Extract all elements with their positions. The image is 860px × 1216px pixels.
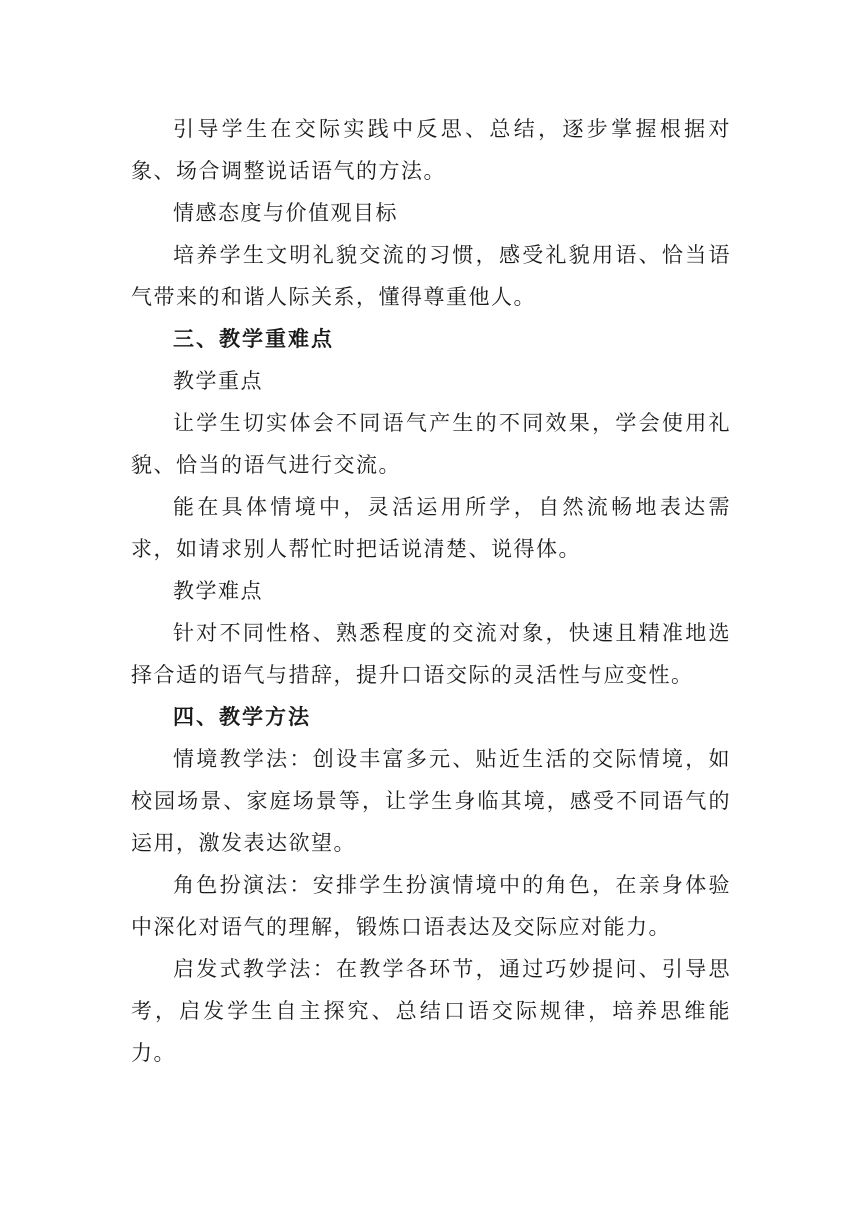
subheading-difficult-points: 教学难点	[173, 579, 263, 603]
section-heading-methods: 四、教学方法	[173, 705, 311, 729]
subheading-key-points: 教学重点	[173, 369, 263, 393]
paragraph-situational-method: 情境教学法：创设丰富多元、贴近生活的交际情境，如校园场景、家庭场景等，让学生身临其境，感受不同语气的运用，激发表达欲望。	[131, 747, 731, 855]
paragraph-express-needs: 能在具体情境中，灵活运用所学，自然流畅地表达需求，如请求别人帮忙时把话说清楚、说得体。	[131, 495, 731, 561]
paragraph-adaptability: 针对不同性格、熟悉程度的交流对象，快速且精准地选择合适的语气与措辞，提升口语交际的灵活性与应变性。	[131, 621, 731, 687]
section-heading-key-difficult: 三、教学重难点	[173, 327, 334, 351]
paragraph-politeness: 培养学生文明礼貌交流的习惯，感受礼貌用语、恰当语气带来的和谐人际关系，懂得尊重他人。	[131, 243, 731, 309]
subheading-emotion-goal: 情感态度与价值观目标	[173, 201, 398, 225]
paragraph-role-play-method: 角色扮演法：安排学生扮演情境中的角色，在亲身体验中深化对语气的理解，锻炼口语表达及交际应对能力。	[131, 873, 731, 939]
paragraph-heuristic-method: 启发式教学法：在教学各环节，通过巧妙提问、引导思考，启发学生自主探究、总结口语交际规律，培养思维能力。	[131, 957, 731, 1065]
paragraph-reflection: 引导学生在交际实践中反思、总结，逐步掌握根据对象、场合调整说话语气的方法。	[131, 117, 731, 183]
paragraph-tone-effects: 让学生切实体会不同语气产生的不同效果，学会使用礼貌、恰当的语气进行交流。	[131, 411, 731, 477]
document-body	[131, 108, 731, 1074]
